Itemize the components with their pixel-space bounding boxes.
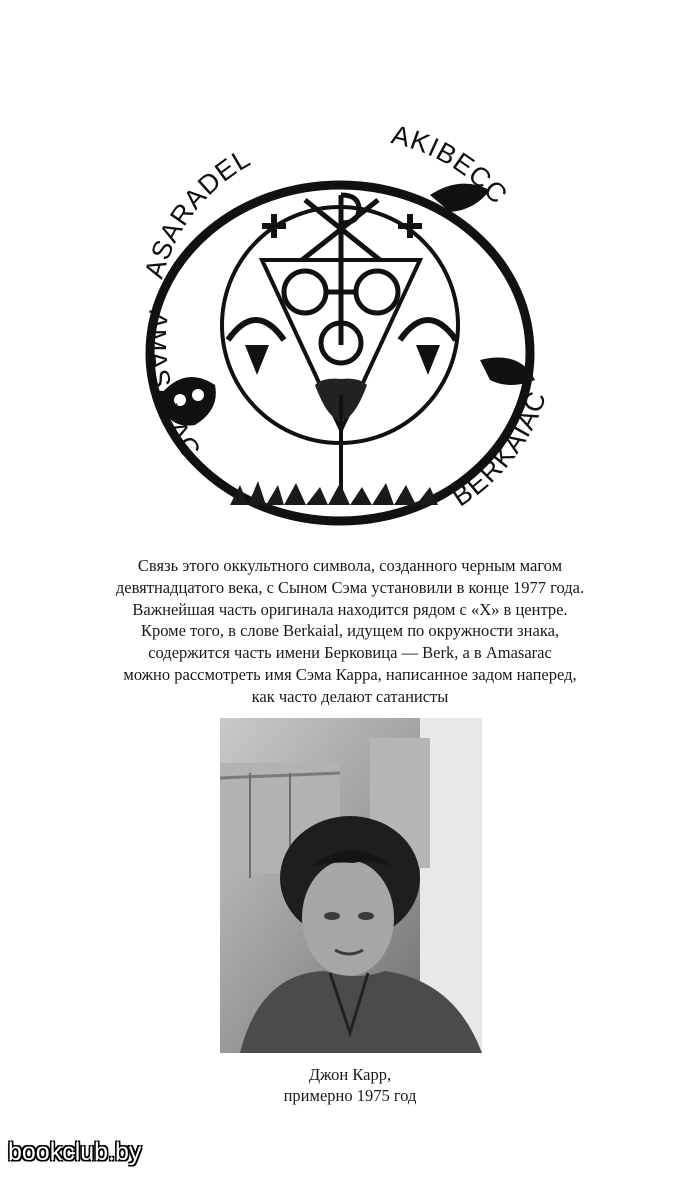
caption-line: Кроме того, в слове Berkaial, идущем по окружности знака, — [140, 621, 560, 641]
caption-line: содержится часть имени Берковица — Berk, а в Amasarac — [148, 643, 552, 663]
caption-line: как часто делают сатанисты — [251, 686, 449, 706]
photo-caption-date: примерно 1975 год — [283, 1086, 417, 1105]
photo-caption — [200, 1064, 500, 1106]
emblem-word-berkaiac: BERKAIAC — [446, 386, 553, 513]
emblem-caption — [40, 555, 660, 708]
source-watermark: bookclub.by — [8, 1138, 142, 1166]
lamp-right-icon — [400, 320, 456, 340]
ring-right — [356, 271, 398, 313]
emblem-word-asaradel: ASARADEL — [138, 142, 256, 282]
photo-caption-name: Джон Карр, — [308, 1065, 392, 1084]
caption-line: Важнейшая часть оригинала находится рядом с «X» в центре. — [132, 599, 568, 619]
occult-emblem-illustration — [100, 95, 570, 540]
ring-left — [284, 271, 326, 313]
emblem-word-akibecc: AKIBECC — [388, 119, 514, 210]
lamp-left-icon — [228, 320, 284, 340]
caption-line: девятнадцатого века, с Сыном Сэма установили в конце 1977 года. — [115, 577, 585, 597]
caption-line: Связь этого оккультного символа, созданного черным магом — [137, 556, 563, 575]
portrait-photo — [220, 718, 482, 1053]
grass-shape — [230, 481, 438, 505]
caption-line: можно рассмотреть имя Сэма Карра, написанное задом наперед, — [123, 664, 577, 684]
emblem-word-amasarac: AMASARAC — [141, 309, 207, 465]
